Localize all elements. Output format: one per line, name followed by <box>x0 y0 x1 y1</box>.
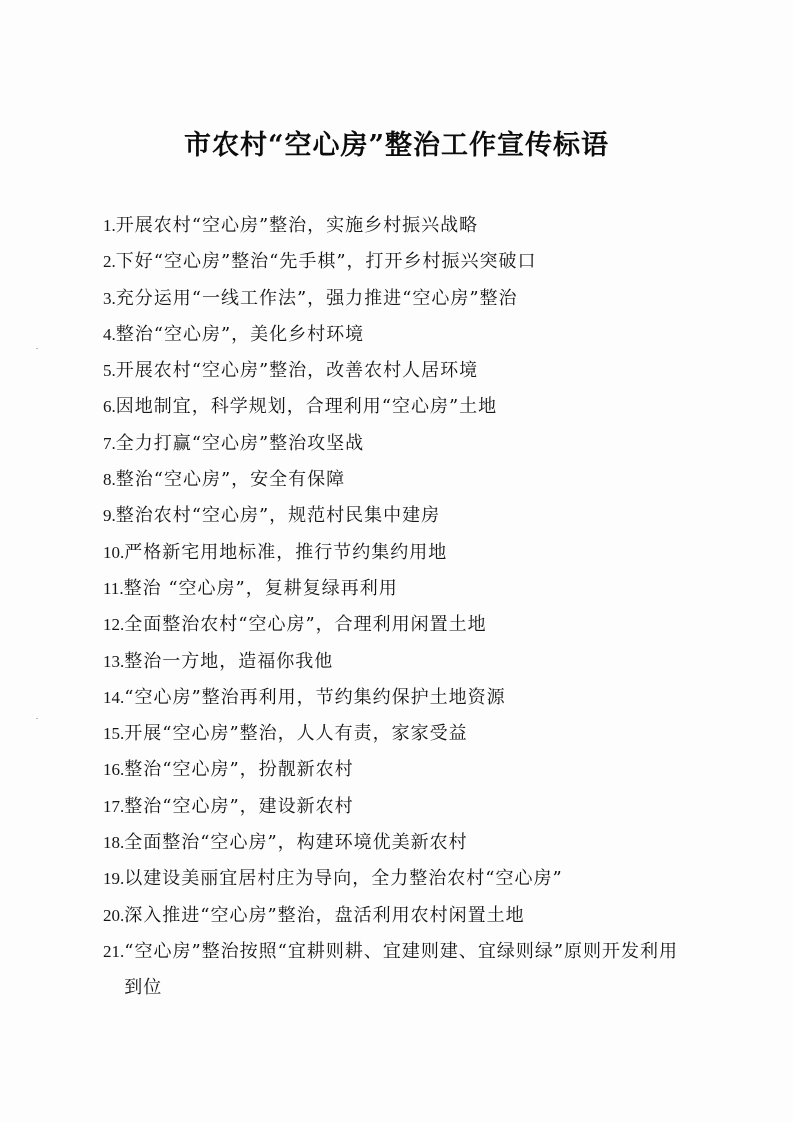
item-number: 2. <box>103 252 116 272</box>
item-text: 全力打赢“空心房”整治攻坚战 <box>115 432 365 454</box>
item-number: 21. <box>103 941 125 961</box>
scan-speck <box>36 348 38 349</box>
item-text: 开展农村“空心房”整治，改善农村人居环境 <box>115 360 479 382</box>
slogan-list <box>103 208 693 1007</box>
item-text: 整治一方地，造福你我他 <box>124 650 334 672</box>
item-number: 7. <box>103 433 116 453</box>
list-item <box>103 535 693 571</box>
item-text: 全面整治“空心房”，构建环境优美新农村 <box>124 832 468 854</box>
item-number: 10. <box>103 542 125 562</box>
list-item <box>103 281 693 317</box>
scan-speck <box>36 718 38 719</box>
item-number: 15. <box>103 724 125 744</box>
item-text: 充分运用“一线工作法”，强力推进“空心房”整治 <box>115 287 518 309</box>
item-text: 因地制宜，科学规划，合理利用“空心房”土地 <box>115 396 498 418</box>
list-item <box>103 426 693 462</box>
item-number: 20. <box>103 905 125 925</box>
item-number: 9. <box>103 506 116 526</box>
list-item <box>103 244 693 280</box>
item-text: 整治“空心房”，美化乡村环境 <box>115 323 365 345</box>
item-number: 6. <box>103 397 116 417</box>
item-text: 整治农村“空心房”，规范村民集中建房 <box>115 505 441 527</box>
list-item <box>103 498 693 534</box>
list-item <box>103 716 693 752</box>
item-number: 4. <box>103 324 116 344</box>
list-item <box>103 644 693 680</box>
item-text: “空心房”整治再利用，节约集约保护土地资源 <box>124 686 506 708</box>
list-item <box>103 898 693 934</box>
list-item <box>103 462 693 498</box>
item-number: 1. <box>103 216 116 235</box>
item-text: 整治 “空心房”，复耕复绿再利用 <box>123 577 398 599</box>
list-item <box>103 317 693 353</box>
item-text: 下好“空心房”整治“先手棋”，打开乡村振兴突破口 <box>115 251 537 273</box>
list-item <box>103 571 693 607</box>
item-text: 整治“空心房”，安全有保障 <box>115 469 346 491</box>
item-number: 13. <box>103 651 125 671</box>
list-item <box>103 752 693 788</box>
list-item <box>103 208 693 244</box>
item-number: 18. <box>103 833 125 853</box>
item-number: 3. <box>103 288 116 308</box>
item-number: 11. <box>103 578 124 598</box>
list-item <box>103 825 693 861</box>
item-text: 开展“空心房”整治，人人有责，家家受益 <box>124 723 468 745</box>
item-text: 以建设美丽宜居村庄为导向，全力整治农村“空心房” <box>124 868 563 890</box>
item-text: “空心房”整治按照“宜耕则耕、宜建则建、宜绿则绿”原则开发利用到位 <box>124 940 679 999</box>
item-text: 整治“空心房”，建设新农村 <box>124 795 354 817</box>
document-title: 市农村“空心房”整治工作宣传标语 <box>183 130 610 161</box>
item-number: 8. <box>103 470 116 490</box>
list-item <box>103 607 693 643</box>
item-number: 5. <box>103 361 116 381</box>
item-number: 14. <box>103 687 125 707</box>
list-item <box>103 934 693 1007</box>
list-item <box>103 389 693 425</box>
list-item <box>103 789 693 825</box>
item-number: 12. <box>103 615 125 635</box>
list-item <box>103 353 693 389</box>
list-item <box>103 861 693 897</box>
item-text: 全面整治农村“空心房”，合理利用闲置土地 <box>124 614 487 636</box>
item-text: 严格新宅用地标准，推行节约集约用地 <box>124 541 448 563</box>
item-number: 17. <box>103 796 125 816</box>
item-text: 深入推进“空心房”整治，盘活利用农村闲置土地 <box>124 904 525 926</box>
item-number: 16. <box>103 760 125 780</box>
item-text: 整治“空心房”，扮靓新农村 <box>124 759 354 781</box>
item-number: 19. <box>103 869 125 889</box>
list-item <box>103 680 693 716</box>
item-text: 开展农村“空心房”整治，实施乡村振兴战略 <box>115 215 479 236</box>
